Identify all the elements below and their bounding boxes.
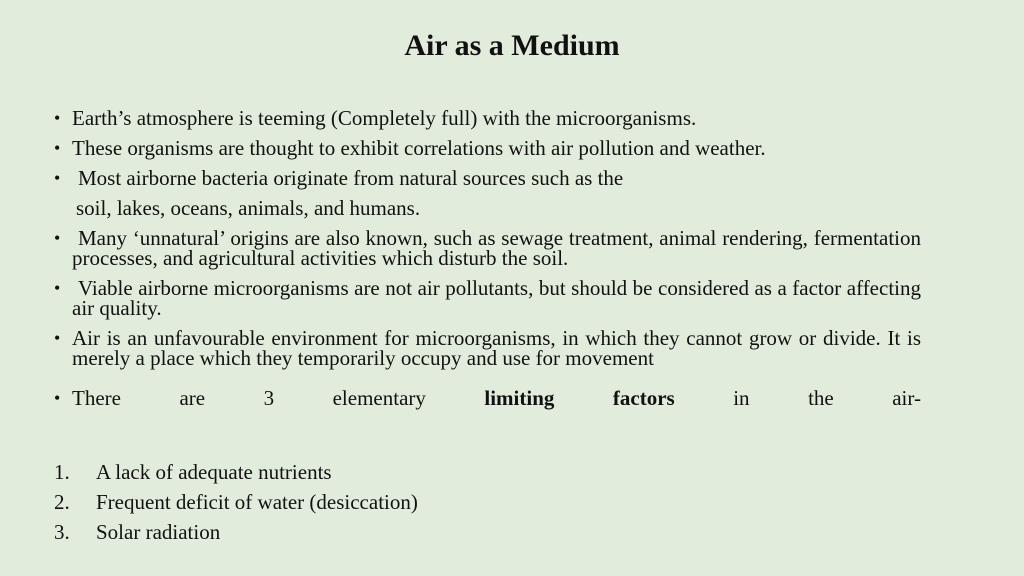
- bullet-icon: •: [54, 168, 61, 188]
- bullet-list: [54, 108, 921, 408]
- word: 3: [263, 386, 275, 410]
- bullet-text: Earth’s atmosphere is teeming (Completely full) with the microorganisms.: [72, 106, 697, 130]
- bullet-icon: •: [54, 388, 61, 408]
- item-text: A lack of adequate nutrients: [96, 460, 332, 484]
- bullet-text-line: soil, lakes, oceans, animals, and humans.: [76, 196, 421, 220]
- bullet-text: These organisms are thought to exhibit correlations with air pollution and weather.: [72, 136, 766, 160]
- bullet-item: [54, 278, 921, 328]
- word: elementary: [332, 386, 426, 410]
- bullet-item: [54, 168, 921, 228]
- bullet-icon: •: [54, 328, 61, 348]
- item-text: Frequent deficit of water (desiccation): [96, 490, 418, 514]
- item-text: Solar radiation: [96, 520, 221, 544]
- item-number: 3.: [54, 520, 70, 544]
- bullet-text: Air is an unfavourable environment for microorganisms, in which they cannot grow or divide. It is merely a place which they temporarily occupy and use for movement: [72, 326, 921, 370]
- bullet-item-limiting-factors: [54, 388, 921, 408]
- numbered-item: [54, 490, 418, 520]
- bold-word: limiting: [484, 386, 555, 410]
- word: in: [733, 386, 750, 410]
- bullet-item: [54, 228, 921, 278]
- numbered-list: [54, 460, 418, 550]
- bullet-icon: •: [54, 108, 61, 128]
- bullet-icon: •: [54, 228, 61, 248]
- slide-title: Air as a Medium: [404, 29, 620, 62]
- bullet-text: Viable airborne microorganisms are not air pollutants, but should be considered as a factor affecting air quality.: [72, 276, 921, 320]
- bullet-item: [54, 328, 921, 378]
- bullet-item: [54, 138, 921, 168]
- item-number: 2.: [54, 490, 70, 514]
- item-number: 1.: [54, 460, 70, 484]
- bullet-text: Many ‘unnatural’ origins are also known, such as sewage treatment, animal rendering, fermentation processes, and agricultural activities which disturb the soil.: [72, 226, 921, 270]
- word: There: [72, 386, 121, 410]
- word: the: [808, 386, 834, 410]
- bullet-icon: •: [54, 278, 61, 298]
- bullet-icon: •: [54, 138, 61, 158]
- bullet-item: [54, 108, 921, 138]
- word: are: [179, 386, 206, 410]
- numbered-item: [54, 520, 418, 550]
- bold-word: factors: [612, 386, 675, 410]
- numbered-item: [54, 460, 418, 490]
- bullet-text-line: Most airborne bacteria originate from natural sources such as the: [78, 166, 624, 190]
- word: air-: [892, 386, 921, 410]
